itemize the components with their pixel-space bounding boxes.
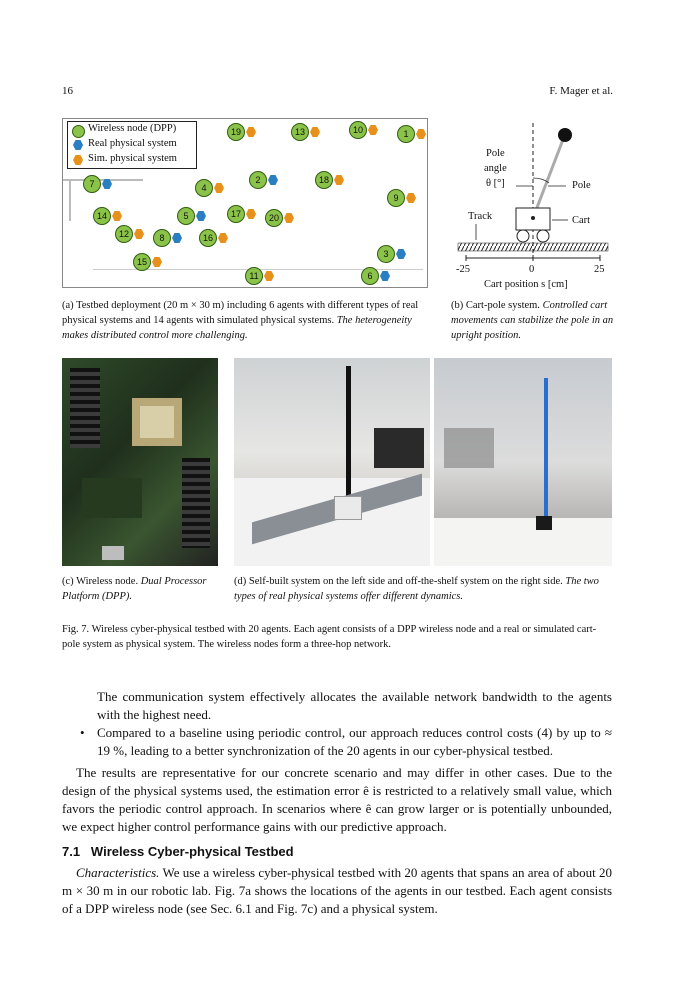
real-system-marker <box>396 249 406 259</box>
caption-b: (b) Cart-pole system. Controlled cart movements can stabilize the pole in an upright position. <box>451 300 614 341</box>
real-system-marker <box>172 233 182 243</box>
real-system-marker <box>196 211 206 221</box>
wireless-node-6: 6 <box>361 267 379 285</box>
wireless-node-15: 15 <box>133 253 151 271</box>
sim-system-marker <box>416 129 426 139</box>
body-paragraph-3: Characteristics. We use a wireless cyber-physical testbed with 20 agents that spans an area of about 20 m × 30 m in our robotic lab. Fig. 7a shows the locations of the agents in our testbed. Each agent consists of a DPP wireless node (see Sec. 6.1 and Fig. 7c) and a physical system. <box>62 865 612 916</box>
body-paragraph-2: The results are representative for our concrete scenario and may differ in other cases. Due to the design of the physical systems used, the estimation error ê is restricted to a relatively small value, which favors the periodic control approach. In scenarios where ê can grow larger or is potentially unbounded, we expect higher control performance gains with our predictive approach. <box>62 765 612 834</box>
sim-system-marker <box>310 127 320 137</box>
wireless-node-5: 5 <box>177 207 195 225</box>
label-track: Track <box>468 211 493 222</box>
label-pole-angle: Pole angle θ [°] <box>484 148 507 189</box>
wireless-node-11: 11 <box>245 267 263 285</box>
wireless-node-12: 12 <box>115 225 133 243</box>
axis-label: Cart position s [cm] <box>484 279 568 290</box>
wireless-node-8: 8 <box>153 229 171 247</box>
figure-7-caption: Fig. 7. Wireless cyber-physical testbed with 20 agents. Each agent consists of a DPP wireless node and a real or simulated cart-pole system as physical system. The wireless nodes form a three-hop network. <box>62 624 597 650</box>
sim-system-marker <box>368 125 378 135</box>
sim-system-marker <box>334 175 344 185</box>
off-the-shelf-system-photo <box>434 358 612 566</box>
legend-sim: Sim. physical system <box>88 153 177 164</box>
wireless-node-3: 3 <box>377 245 395 263</box>
sim-system-marker <box>214 183 224 193</box>
sim-system-marker <box>246 209 256 219</box>
body-paragraph-1: The communication system effectively allocates the available network bandwidth to the agents with the highest need. <box>97 689 612 722</box>
wireless-node-4: 4 <box>195 179 213 197</box>
section-heading: 7.1 Wireless Cyber-physical Testbed <box>62 844 294 859</box>
tick-25: 25 <box>594 264 605 275</box>
wireless-node-14: 14 <box>93 207 111 225</box>
legend-real: Real physical system <box>88 138 177 149</box>
tick-0: 0 <box>529 264 535 275</box>
sim-system-marker <box>406 193 416 203</box>
sim-system-marker <box>134 229 144 239</box>
bullet-item-1: Compared to a baseline using periodic control, our approach reduces control costs (4) by up to ≈ 19 %, leading to a better synchronization of the 20 agents in our cyber-physical testbed. <box>97 725 612 758</box>
wireless-node-20: 20 <box>265 209 283 227</box>
wireless-node-19: 19 <box>227 123 245 141</box>
testbed-floor-plan <box>62 118 428 288</box>
sim-system-marker <box>284 213 294 223</box>
sim-system-marker <box>264 271 274 281</box>
plan-legend <box>67 121 197 169</box>
bullet-marker: • <box>80 725 85 740</box>
dpp-board-photo <box>62 358 218 566</box>
sim-system-marker <box>246 127 256 137</box>
wireless-node-13: 13 <box>291 123 309 141</box>
wireless-node-7: 7 <box>83 175 101 193</box>
real-system-marker <box>268 175 278 185</box>
caption-a: (a) Testbed deployment (20 m × 30 m) including 6 agents with different types of real physical systems and 14 agents with simulated physical systems. The heterogeneity makes distributed control more challenging. <box>62 300 419 341</box>
sim-system-marker <box>218 233 228 243</box>
legend-wireless: Wireless node (DPP) <box>88 123 177 134</box>
wireless-node-1: 1 <box>397 125 415 143</box>
wireless-node-16: 16 <box>199 229 217 247</box>
wireless-node-2: 2 <box>249 171 267 189</box>
running-title: F. Mager et al. <box>549 85 613 97</box>
caption-c: (c) Wireless node. Dual Processor Platform (DPP). <box>62 576 207 602</box>
page-number: 16 <box>62 85 73 97</box>
caption-d: (d) Self-built system on the left side and off-the-shelf system on the right side. The two types of real physical systems offer different dynamics. <box>234 576 599 602</box>
wireless-node-18: 18 <box>315 171 333 189</box>
label-cart: Cart <box>572 215 591 226</box>
sim-system-marker <box>152 257 162 267</box>
sim-system-marker <box>112 211 122 221</box>
wireless-node-17: 17 <box>227 205 245 223</box>
self-built-system-photo <box>234 358 430 566</box>
wireless-node-10: 10 <box>349 121 367 139</box>
real-system-marker <box>380 271 390 281</box>
tick-neg25: -25 <box>456 264 470 275</box>
wireless-node-9: 9 <box>387 189 405 207</box>
label-pole: Pole <box>572 180 591 191</box>
